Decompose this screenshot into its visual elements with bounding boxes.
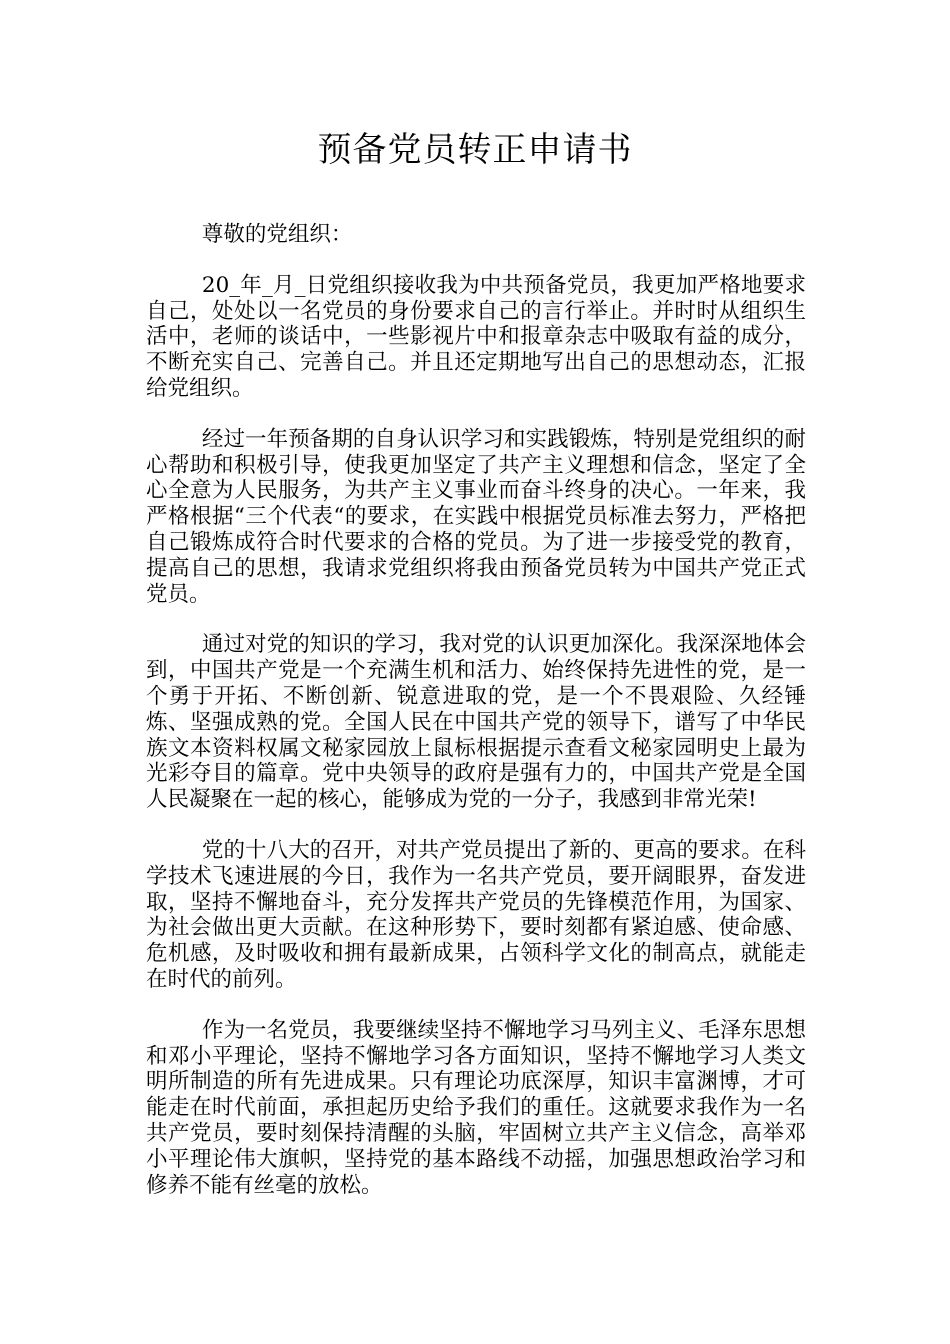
paragraph-1: 20_年_月_日党组织接收我为中共预备党员，我更加严格地要求自己，处处以一名党员的身份要求自己的言行举止。并时时从组织生活中，老师的谈话中，一些影视片中和报章杂志中吸取有益的成分，不断充实自己、完善自己。并且还定期地写出自己的思想动态，汇报给党组织。	[146, 272, 806, 401]
document-body	[146, 222, 806, 1223]
salutation: 尊敬的党组织：	[201, 222, 353, 247]
paragraph-2: 经过一年预备期的自身认识学习和实践锻炼，特别是党组织的耐心帮助和积极引导，使我更加坚定了共产主义理想和信念，坚定了全心全意为人民服务，为共产主义事业而奋斗终身的决心。一年来，我严格根据“三个代表“的要求，在实践中根据党员标准去努力，严格把自己锻炼成符合时代要求的合格的党员。为了进一步接受党的教育，提高自己的思想，我请求党组织将我由预备党员转为中国共产党正式党员。	[146, 426, 806, 607]
paragraph-3: 通过对党的知识的学习，我对党的认识更加深化。我深深地体会到，中国共产党是一个充满生机和活力、始终保持先进性的党，是一个勇于开拓、不断创新、锐意进取的党，是一个不畏艰险、久经锤炼、坚强成熟的党。全国人民在中国共产党的领导下，谱写了中华民族文本资料权属文秘家园放上鼠标根据提示查看文秘家园明史上最为光彩夺目的篇章。党中央领导的政府是强有力的，中国共产党是全国人民凝聚在一起的核心，能够成为党的一分子，我感到非常光荣!	[146, 632, 806, 813]
paragraph-4: 党的十八大的召开，对共产党员提出了新的、更高的要求。在科学技术飞速进展的今日，我作为一名共产党员，要开阔眼界，奋发进取，坚持不懈地奋斗，充分发挥共产党员的先锋模范作用，为国家、为社会做出更大贡献。在这种形势下，要时刻都有紧迫感、使命感、危机感，及时吸收和拥有最新成果，占领科学文化的制高点，就能走在时代的前列。	[146, 837, 806, 992]
document-title: 预备党员转正申请书	[317, 130, 633, 170]
paragraph-5: 作为一名党员，我要继续坚持不懈地学习马列主义、毛泽东思想和邓小平理论，坚持不懈地学习各方面知识，坚持不懈地学习人类文明所制造的所有先进成果。只有理论功底深厚，知识丰富渊博，才可能走在时代前面，承担起历史给予我们的重任。这就要求我作为一名共产党员，要时刻保持清醒的头脑，牢固树立共产主义信念，高举邓小平理论伟大旗帜，坚持党的基本路线不动摇，加强思想政治学习和修养不能有丝毫的放松。	[146, 1017, 806, 1198]
